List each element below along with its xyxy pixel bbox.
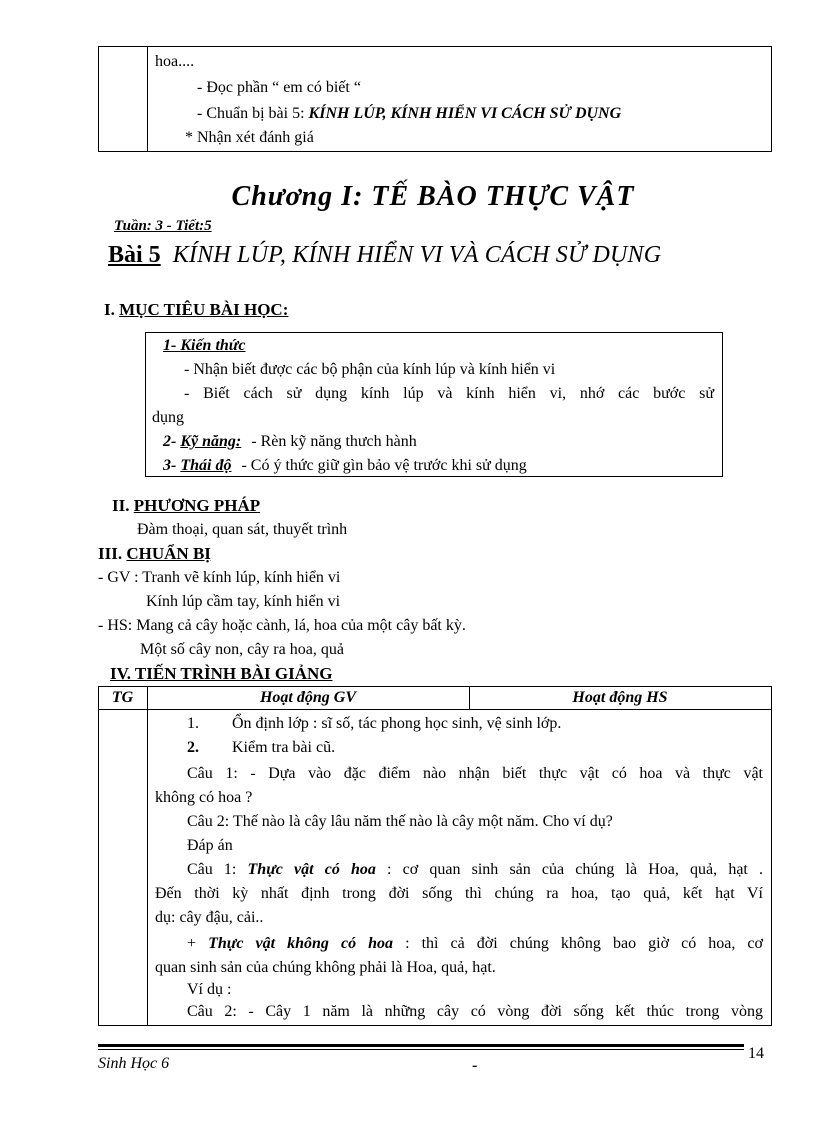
knowledge-item-2-cont: dụng xyxy=(152,409,184,426)
prepare-lesson-title: KÍNH LÚP, KÍNH HIỂN VI CÁCH SỬ DỤNG xyxy=(308,105,622,122)
section3-number: III. xyxy=(98,544,123,563)
step-1-text: Ổn định lớp : sĩ số, tác phong học sinh, vệ sinh lớp. xyxy=(232,715,562,732)
answer-1b xyxy=(187,934,763,954)
question-1: Câu 1: - Dựa vào đặc điểm nào nhận biết thực vật có hoa và thực vật xyxy=(187,765,763,782)
skill-text: - Rèn kỹ năng thưch hành xyxy=(251,433,417,450)
answer-1-line2: Đến thời kỳ nhất định trong đời sống thì chúng ra hoa, tạo quả, kết hạt Ví xyxy=(155,885,763,902)
section3-title: CHUẨN BỊ xyxy=(126,544,211,563)
section4-heading: IV. TIẾN TRÌNH BÀI GIẢNG xyxy=(110,664,333,683)
example-label: Ví dụ : xyxy=(187,981,232,998)
page-number: 14 xyxy=(748,1045,764,1062)
answer-1 xyxy=(187,860,763,880)
teacher-prep-1: - GV : Tranh vẽ kính lúp, kính hiển vi xyxy=(98,569,341,586)
answer-1b-rest: : thì cả đời chúng không bao giờ có hoa, cơ xyxy=(393,935,763,952)
skill-line xyxy=(163,432,417,452)
knowledge-label: 1- Kiến thức xyxy=(163,337,246,354)
attitude-label: Thái độ xyxy=(180,457,232,474)
lesson-table-col1-rule xyxy=(147,686,148,1025)
footer-subject: Sinh Học 6 xyxy=(98,1055,170,1072)
step-1-number: 1. xyxy=(187,715,199,732)
footer-rule-thick xyxy=(98,1044,744,1047)
section3-heading xyxy=(98,544,211,564)
col-header-hs: Hoạt động HS xyxy=(572,689,668,706)
attitude-number: 3- xyxy=(163,457,177,474)
knowledge-item-1: - Nhận biết được các bộ phận của kính lúp và kính hiển vi xyxy=(184,361,556,378)
student-prep-1: - HS: Mang cả cây hoặc cành, lá, hoa của một cây bất kỳ. xyxy=(98,617,466,634)
answer-1b-term: Thực vật không có hoa xyxy=(208,935,394,952)
answer-1-term: Thực vật có hoa xyxy=(247,861,376,878)
skill-label: Kỹ năng: xyxy=(180,433,242,450)
lesson-table-header-rule xyxy=(98,709,771,710)
question-1-cont: không có hoa ? xyxy=(155,789,253,806)
prepare-prefix: - Chuẩn bị bài 5: xyxy=(197,105,309,122)
lesson-heading xyxy=(108,240,661,270)
top-table-line4: * Nhận xét đánh giá xyxy=(185,129,314,146)
section2-number: II. xyxy=(112,496,130,515)
answer-1b-prefix: + xyxy=(187,935,209,952)
section1-number: I. xyxy=(104,300,115,319)
answer-2: Câu 2: - Cây 1 năm là những cây có vòng đời sống kết thúc trong vòng xyxy=(187,1003,763,1020)
lesson-number: Bài 5 xyxy=(108,242,161,268)
step-1 xyxy=(187,714,561,734)
answer-1b-line2: quan sinh sản của chúng không phải là Hoa, quả, hạt. xyxy=(155,959,496,976)
section2-heading xyxy=(112,496,260,516)
question-2: Câu 2: Thế nào là cây lâu năm thế nào là cây một năm. Cho ví dụ? xyxy=(187,813,613,830)
footer-rule-thin xyxy=(98,1049,744,1050)
method-text: Đàm thoại, quan sát, thuyết trình xyxy=(137,521,348,538)
col-header-gv: Hoạt động GV xyxy=(259,689,356,706)
answer-1-rest: : cơ quan sinh sản của chúng là Hoa, quả, hạt . xyxy=(375,861,764,878)
student-prep-2: Một số cây non, cây ra hoa, quả xyxy=(140,641,344,658)
week-label: Tuần: 3 - Tiết:5 xyxy=(114,218,212,234)
step-2 xyxy=(187,738,335,758)
top-table-line2: - Đọc phần “ em có biết “ xyxy=(197,79,361,96)
answer-1-line3: dụ: cây đậu, cải.. xyxy=(155,909,264,926)
attitude-text: - Có ý thức giữ gìn bảo vệ trước khi sử dụng xyxy=(241,457,527,474)
section1-heading xyxy=(104,300,288,320)
top-table-divider xyxy=(147,46,148,151)
top-table-line3 xyxy=(197,104,621,124)
attitude-line xyxy=(163,456,527,476)
section1-title: MỤC TIÊU BÀI HỌC: xyxy=(119,300,289,319)
chapter-title: Chương I: TẾ BÀO THỰC VẬT xyxy=(231,181,635,212)
lesson-title: KÍNH LÚP, KÍNH HIỂN VI VÀ CÁCH SỬ DỤNG xyxy=(172,242,662,268)
knowledge-item-2: - Biết cách sử dụng kính lúp và kính hiển vi, nhớ các bước sử xyxy=(184,385,714,402)
step-2-text: Kiểm tra bài cũ. xyxy=(232,739,336,756)
skill-number: 2- xyxy=(163,433,177,450)
top-table-line1: hoa.... xyxy=(155,53,195,70)
answer-1-prefix: Câu 1: xyxy=(187,861,248,878)
teacher-prep-2: Kính lúp cầm tay, kính hiển vi xyxy=(146,593,341,610)
section2-title: PHƯƠNG PHÁP xyxy=(133,496,261,515)
answer-label: Đáp án xyxy=(187,837,233,854)
footer-dash: - xyxy=(472,1057,478,1074)
step-2-number: 2. xyxy=(187,739,199,756)
col-header-tg: TG xyxy=(111,689,134,706)
